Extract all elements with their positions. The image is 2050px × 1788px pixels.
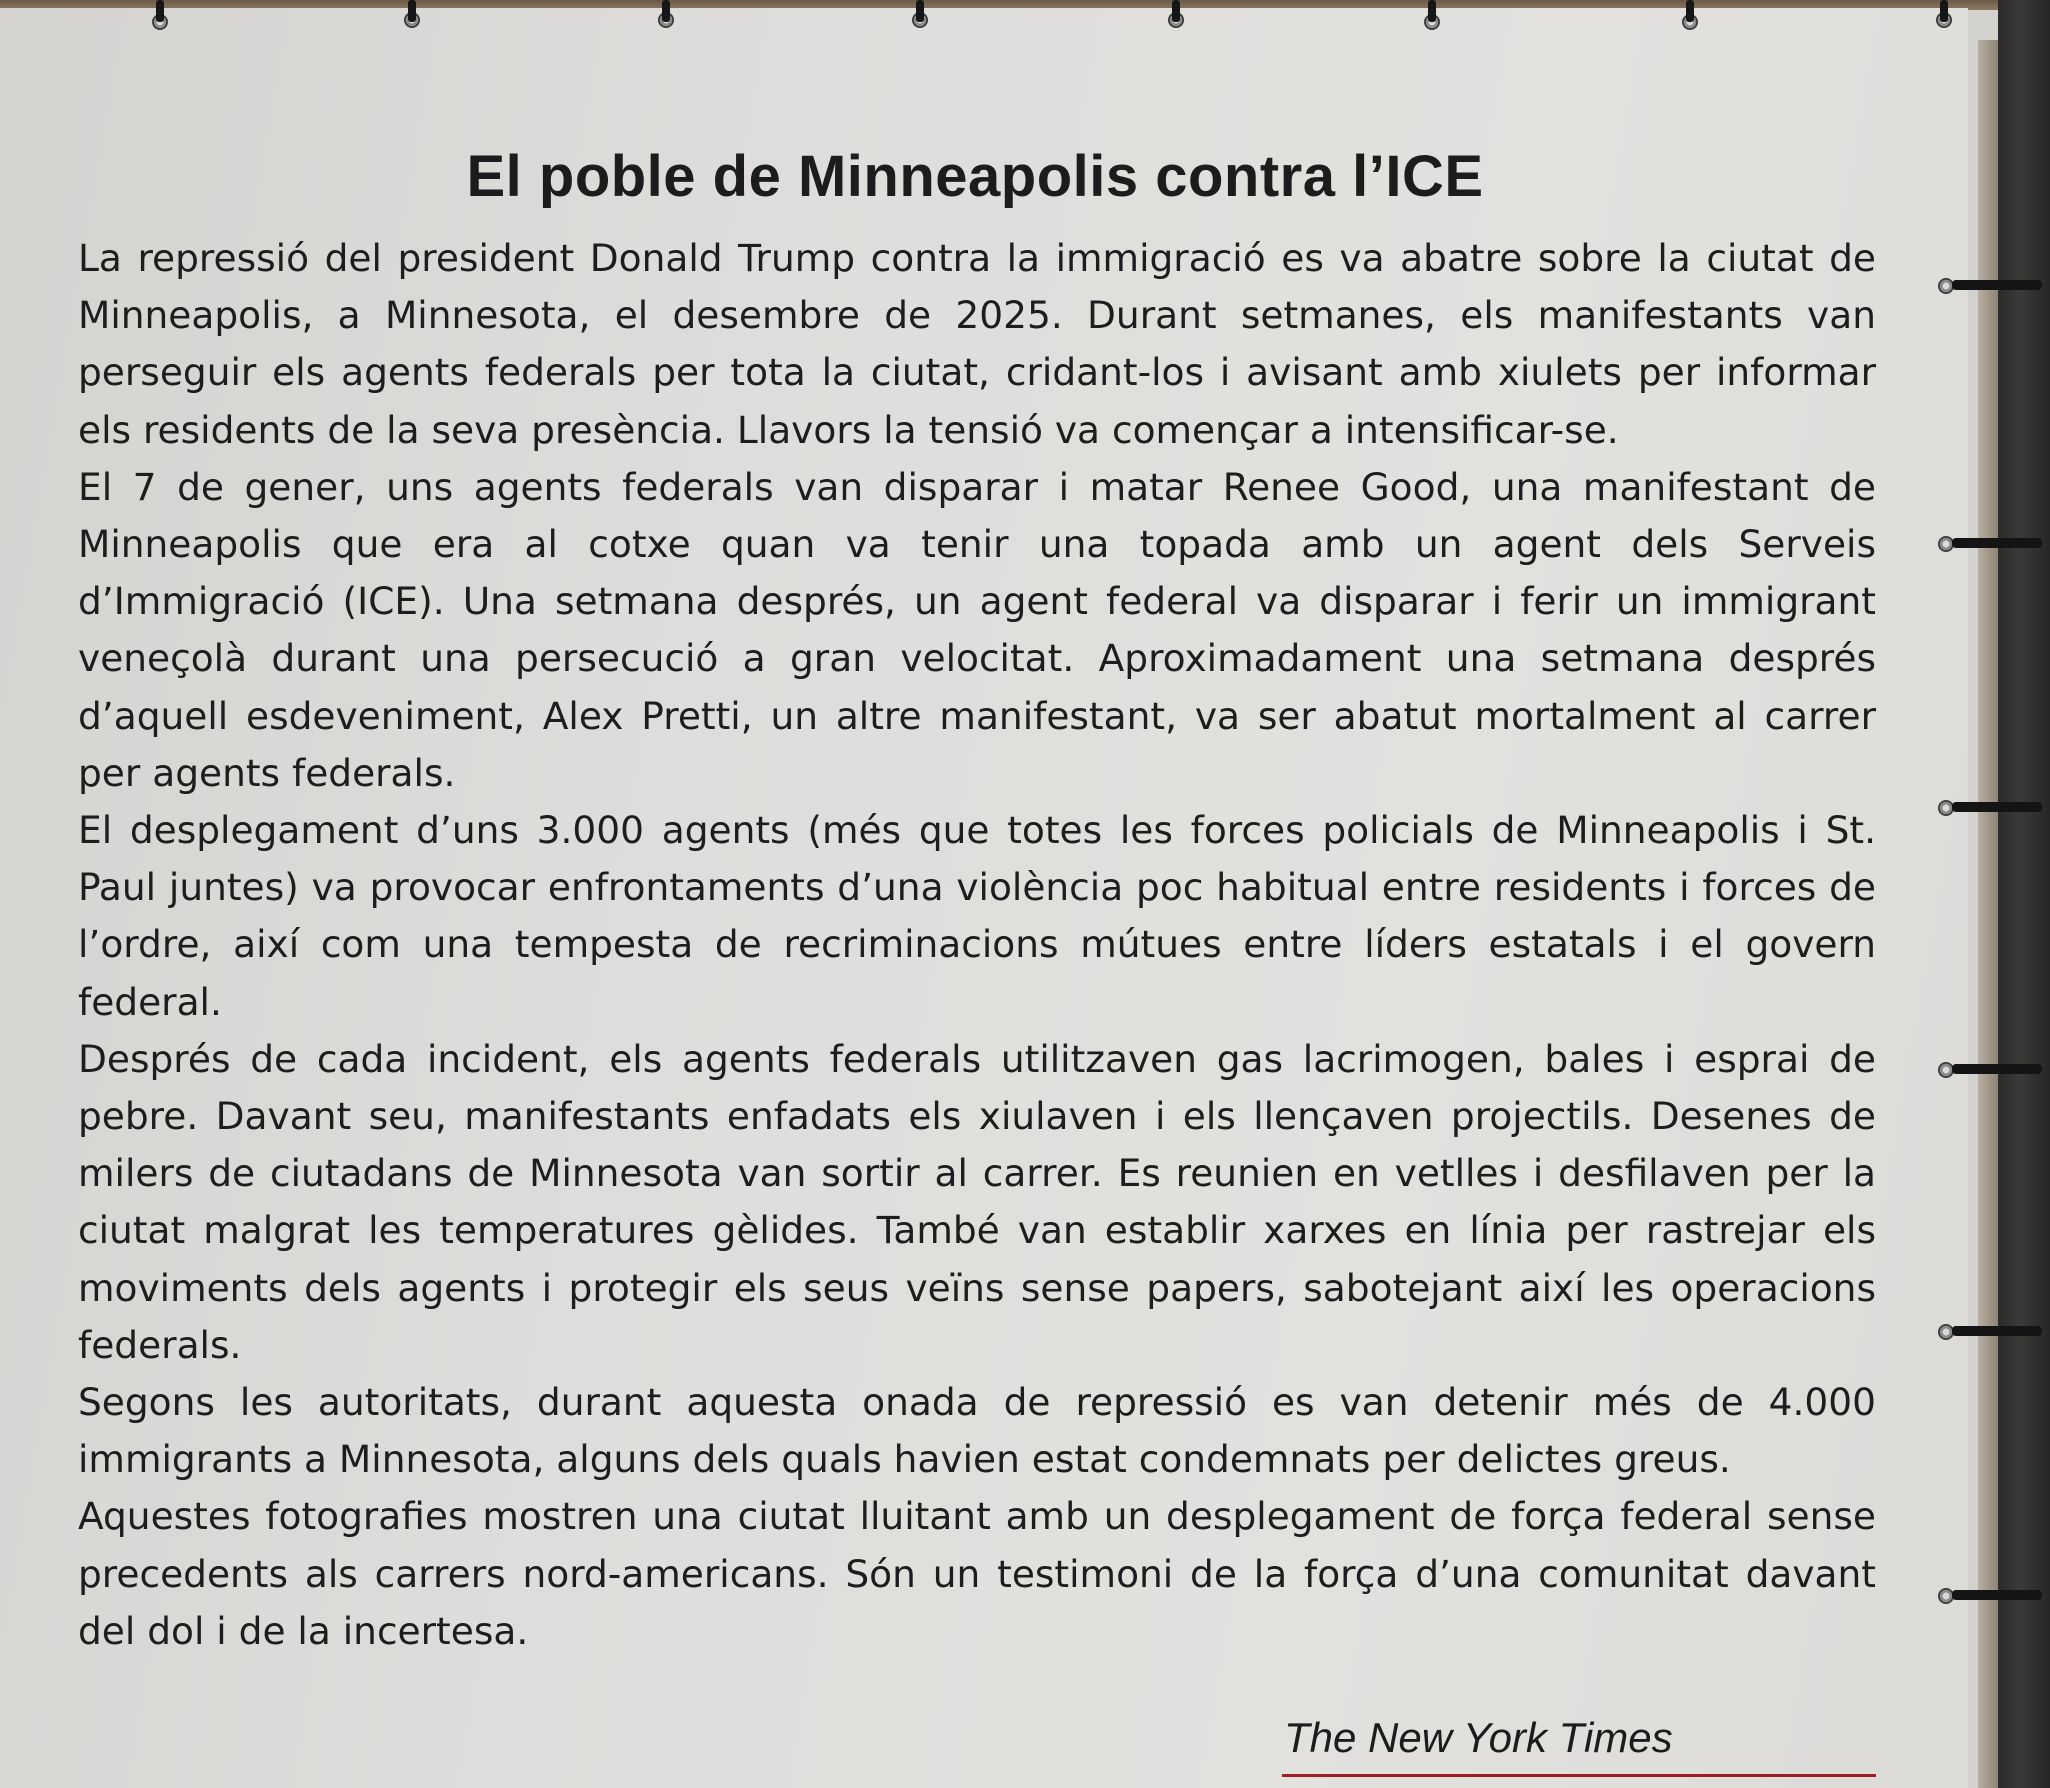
zip-tie-icon xyxy=(1952,1064,2042,1074)
zip-tie-icon xyxy=(1952,1326,2042,1336)
paragraph: El 7 de gener, uns agents federals van disparar i matar Renee Good, una manifestant de Minneapolis que era al cotxe quan va tenir una topada amb un agent dels Serveis d’Immigració (ICE). Una setmana després, un agent federal va disparar i ferir un immigrant veneçolà durant una persecució a gran velocitat. Aproximadament una setmana després d’aquell esdeveniment, Alex Pretti, un altre manifestant, va ser abatut mortalment al carrer per agents federals. xyxy=(78,464,1876,795)
zip-tie-icon xyxy=(1952,802,2042,812)
paragraph: La repressió del president Donald Trump contra la immigració es va abatre sobre la ciutat de Minneapolis, a Minnesota, el desembre de 2025. Durant setmanes, els manifestants van perseguir els agents federals per tota la ciutat, cridant-los i avisant amb xiulets per informar els residents de la seva presència. Llavors la tensió va començar a intensificar-se. xyxy=(78,236,1876,452)
zip-tie-icon xyxy=(408,0,416,22)
paragraph: Aquestes fotografies mostren una ciutat lluitant amb un desplegament de força federal sense precedents als carrers nord-americans. Són un testimoni de la força d’una comunitat davant del dol i de la incertesa. xyxy=(78,1494,1876,1653)
zip-tie-icon xyxy=(1686,0,1694,22)
pole-bracket xyxy=(1978,40,1998,1788)
paragraph: Després de cada incident, els agents federals utilitzaven gas lacrimogen, bales i esprai de pebre. Davant seu, manifestants enfadats els xiulaven i els llençaven projectils. Desenes de milers de ciutadans de Minnesota van sortir al carrer. Es reunien en vetlles i desfilaven per la ciutat malgrat les temperatures gèlides. També van establir xarxes en línia per rastrejar els moviments dels agents i protegir els seus veïns sense papers, sabotejant així les operacions federals. xyxy=(78,1036,1876,1367)
zip-tie-icon xyxy=(156,0,164,22)
support-pole xyxy=(1998,0,2050,1788)
information-banner xyxy=(0,8,1968,1788)
paragraph: El desplegament d’uns 3.000 agents (més que totes les forces policials de Minneapolis i St. Paul juntes) va provocar enfrontaments d’una violència poc habitual entre residents i forces de l’ordre, així com una tempesta de recriminacions mútues entre líders estatals i el govern federal. xyxy=(78,808,1876,1024)
zip-tie-icon xyxy=(1952,280,2042,290)
banner-title: El poble de Minneapolis contra l’ICE xyxy=(466,143,1484,209)
zip-tie-icon xyxy=(916,0,924,22)
zip-tie-icon xyxy=(1952,1590,2042,1600)
zip-tie-icon xyxy=(1940,0,1948,22)
zip-tie-icon xyxy=(1172,0,1180,22)
credit-underline xyxy=(1282,1774,1876,1777)
credit-signature: The New York Times xyxy=(1284,1714,1673,1761)
paragraph: Segons les autoritats, durant aquesta onada de repressió es van detenir més de 4.000 immigrants a Minnesota, alguns dels quals havien estat condemnats per delictes greus. xyxy=(78,1380,1876,1482)
zip-tie-icon xyxy=(1952,538,2042,548)
zip-tie-icon xyxy=(1428,0,1436,22)
zip-tie-icon xyxy=(662,0,670,22)
banner-body xyxy=(78,230,1876,1660)
